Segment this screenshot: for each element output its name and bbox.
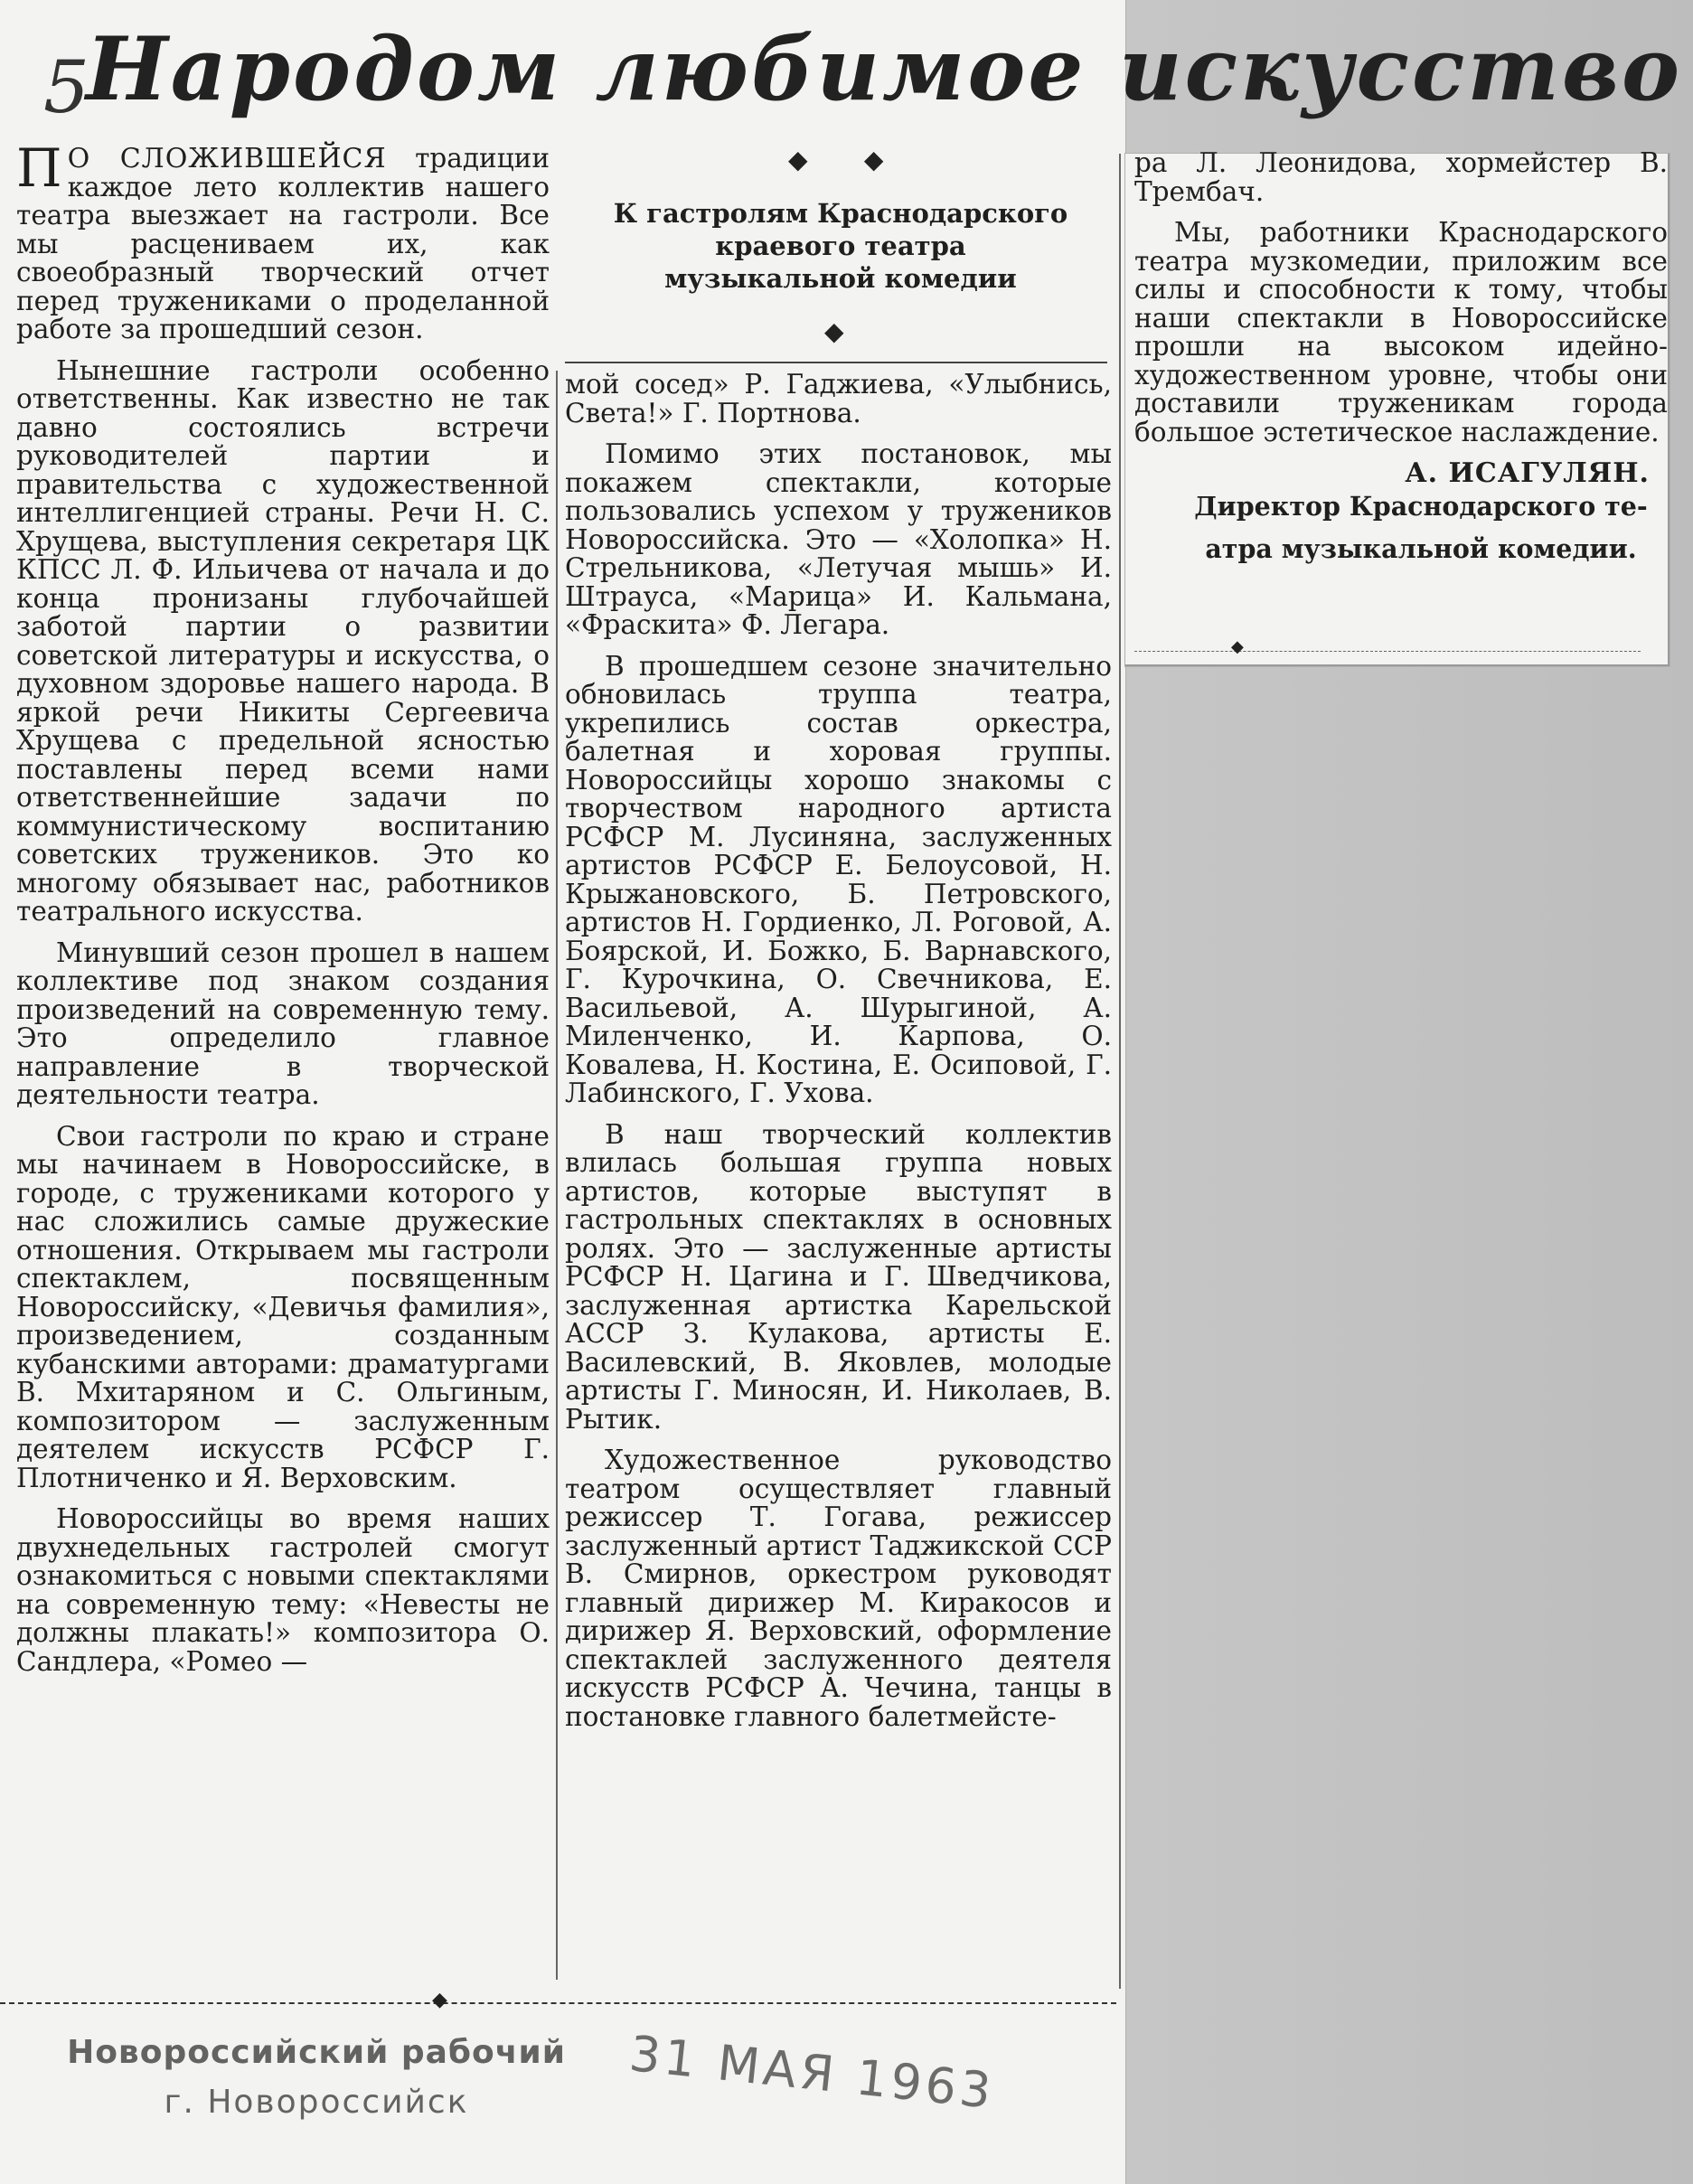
author-title: атра музыкальной комедии. — [1205, 532, 1637, 564]
page-number-mark: 5 — [43, 45, 89, 129]
lead-paragraph — [16, 137, 550, 344]
source-stamp-city: г. Новороссийск — [164, 2084, 469, 2121]
paragraph: Нынешние гастроли особенно ответственны. Как известно не так давно состоялись встречи руководителей партии и правительства с художественной интеллигенцией страны. Речи Н. С. Хрущева, выступления секретаря ЦК КПСС Л. Ф. Ильичева от начала и до конца пронизаны глубочайшей заботой партии о развитии советской литературы и искусства, о духовном здоровье нашего народа. В яркой речи Никиты Сергеевича Хрущева с предельной ясностью поставлены перед всеми нами ответственнейшие задачи по коммунистическому воспитанию советских тружеников. Это ко многому обязывает нас, работников театрального искусства. — [16, 354, 550, 927]
bottom-rule — [0, 2002, 1116, 2004]
paragraph: В наш творческий коллектив влилась большая группа новых артистов, которые выступят в гастрольных спектаклях в основных ролях. Это — заслуженные артисты РСФСР Н. Цагина и Г. Шведчикова, заслуженная артистка Карельской АССР З. Кулакова, артисты Е. Василевский, В. Яковлев, молодые артисты Г. Миносян, И. Николаев, В. Рытик. — [565, 1118, 1112, 1435]
date-stamp: 31 МАЯ 1963 — [626, 2025, 998, 2121]
kicker-line: краевого театра — [715, 231, 966, 261]
headline: Народом любимое искусство — [86, 18, 1683, 120]
diamond-ornament-icon: ◆ ◆ — [788, 145, 884, 174]
diamond-ornament-icon: ◆ — [1231, 637, 1244, 656]
column-divider-rule — [565, 362, 1107, 363]
author-title: Директор Краснодарского те- — [1194, 490, 1648, 522]
column-separator — [556, 371, 558, 1980]
lead-caps: О СЛОЖИВШЕЙСЯ — [67, 143, 387, 174]
paragraph: мой сосед» Р. Гаджиева, «Улыбнись, Света!» Г. Портнова. — [565, 369, 1112, 428]
article-kicker — [578, 197, 1103, 295]
diamond-ornament-icon: ◆ — [824, 316, 844, 346]
paragraph: Свои гастроли по краю и стране мы начинаем в Новороссийске, в городе, с тружениками которого у нас сложились самые дружеские отношения. Открываем мы гастроли спектаклем, посвященным Новороссийску, «Девичья фамилия», произведением, созданным кубанскими авторами: драматургами В. Мхитаряном и С. Ольгиным, композитором — заслуженным деятелем искусств РСФСР Г. Плотниченко и Я. Верховским. — [16, 1120, 550, 1493]
column-separator — [1119, 154, 1121, 1989]
drop-cap: П — [16, 137, 62, 199]
diamond-ornament-icon: ◆ — [432, 1989, 447, 2011]
paragraph: Новороссийцы во время наших двухнедельных гастролей смогут ознакомиться с новыми спектаклями на современную тему: «Невесты не должны плакать!» композитора О. Сандлера, «Ромео — — [16, 1503, 550, 1677]
lead-text: традиции каждое лето коллектив нашего театра выезжает на гастроли. Все мы расцениваем их, как своеобразный творческий отчет перед тружениками о проделанной работе за прошедший сезон. — [16, 143, 550, 344]
column-2 — [565, 371, 1112, 1744]
paragraph: ра Л. Леонидова, хормейстер В. Трембач. — [1134, 147, 1668, 207]
paragraph: Минувший сезон прошел в нашем коллективе под знаком создания произведений на современную тему. Это определило главное направление в творческой деятельности театра. — [16, 937, 550, 1110]
column-3 — [1134, 149, 1668, 577]
end-rule — [1134, 651, 1641, 652]
paragraph: Мы, работники Краснодарского театра музкомедии, приложим все силы и способности к тому, чтобы наши спектакли в Новороссийске прошли на высоком идейно-художественном уровне, чтобы они доставили труженикам города большое эстетическое наслаждение. — [1134, 217, 1668, 447]
paragraph: В прошедшем сезоне значительно обновилась труппа театра, укрепились состав оркестра, балетная и хоровая группы. Новороссийцы хорошо знакомы с творчеством народного артиста РСФСР М. Лусиняна, заслуженных артистов РСФСР Е. Белоусовой, Н. Крыжановского, Б. Петровского, артистов Н. Гордиенко, Л. Роговой, А. Боярской, И. Божко, Б. Варнавского, Г. Курочкина, О. Свечникова, Е. Васильевой, А. Шурыгиной, А. Миленченко, И. Карпова, О. Ковалева, Н. Костина, Е. Осиповой, Г. Лабинского, Г. Ухова. — [565, 650, 1112, 1108]
kicker-line: К гастролям Краснодарского — [613, 198, 1068, 229]
kicker-line: музыкальной комедии — [664, 263, 1017, 294]
source-stamp-title: Новороссийский рабочий — [67, 2034, 566, 2071]
author-signature: А. ИСАГУЛЯН. — [1405, 457, 1650, 489]
paragraph: Художественное руководство театром осуществляет главный режиссер Т. Гогава, режиссер заслуженный артист Таджикской ССР В. Смирнов, оркестром руководят главный дирижер М. Киракосов и дирижер Я. Верховский, оформление спектаклей заслуженного деятеля искусств РСФСР А. Чечина, танцы в постановке главного балетмейсте- — [565, 1445, 1112, 1732]
column-1 — [16, 137, 550, 1689]
paragraph: Помимо этих постановок, мы покажем спектакли, которые пользовались успехом у тружеников Новороссийска. Это — «Холопка» Н. Стрельникова, «Летучая мышь» И. Штрауса, «Марица» И. Кальмана, «Фраскита» Ф. Легара. — [565, 438, 1112, 640]
